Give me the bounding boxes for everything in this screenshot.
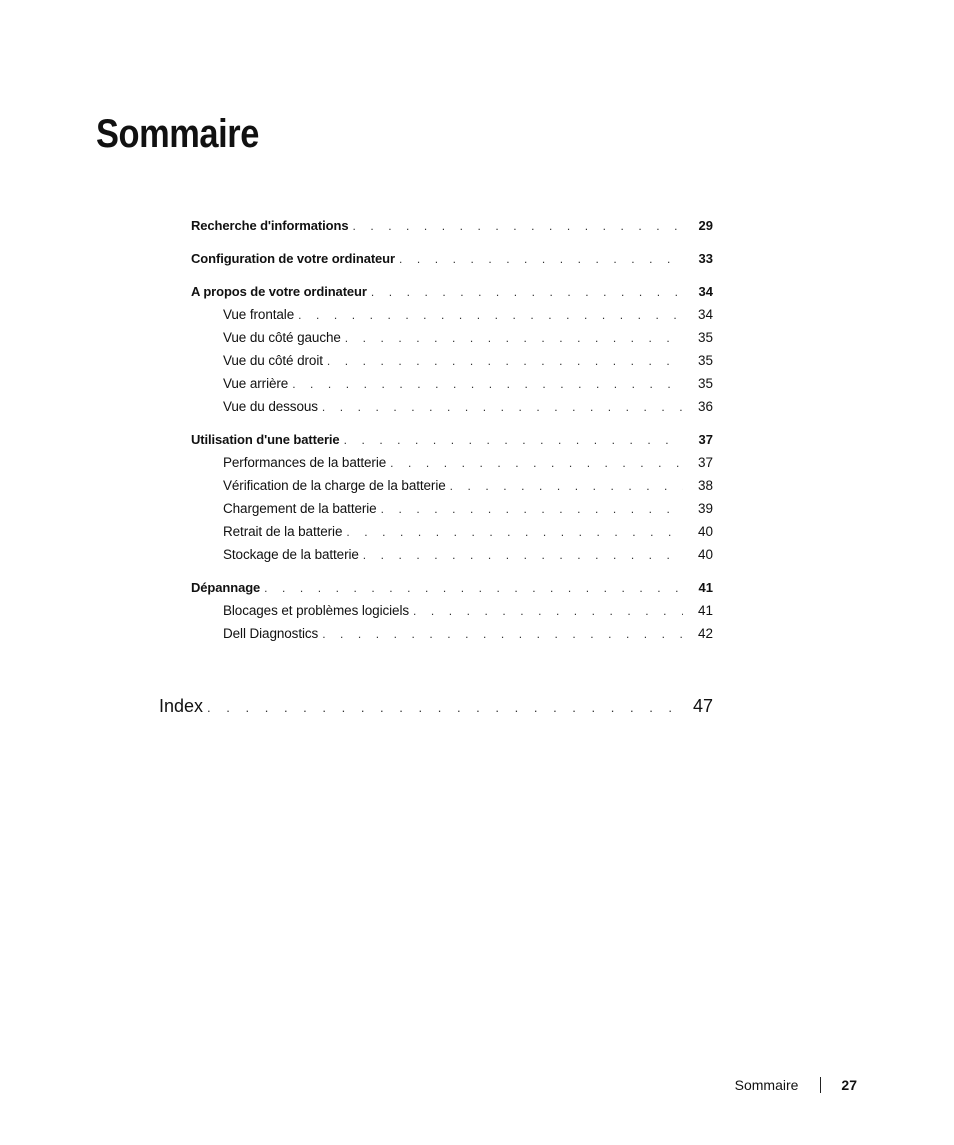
toc-entry-page-number: 36: [697, 399, 713, 414]
toc-entry-page-number: 40: [697, 524, 713, 539]
toc-section-entry[interactable]: [191, 547, 713, 570]
toc-entry-page-number: 41: [698, 580, 713, 595]
dot-leader: [399, 252, 683, 266]
dot-leader: [450, 479, 683, 493]
dot-leader: [264, 581, 683, 595]
toc-chapter-entry[interactable]: [191, 251, 713, 274]
dot-leader: [327, 354, 683, 368]
toc-entry-page-number: 38: [697, 478, 713, 493]
dot-leader: [344, 433, 683, 447]
dot-leader: [207, 700, 679, 715]
toc-chapter-entry[interactable]: [191, 218, 713, 241]
toc-entry-label: Vue frontale: [223, 307, 295, 322]
dot-leader: [298, 308, 683, 322]
table-of-contents: [191, 218, 713, 649]
footer-section-name: Sommaire: [734, 1077, 799, 1093]
toc-entry-label: Utilisation d'une batterie: [191, 432, 340, 447]
dot-leader: [322, 400, 683, 414]
toc-entry-page-number: 34: [698, 284, 713, 299]
toc-entry-label: Configuration de votre ordinateur: [191, 251, 395, 266]
toc-entry-label: Vue du côté gauche: [223, 330, 341, 345]
toc-section-entry[interactable]: [191, 603, 713, 626]
toc-entry-label: Vue du côté droit: [223, 353, 323, 368]
toc-entry-label: Dell Diagnostics: [223, 626, 319, 641]
toc-section-entry[interactable]: [191, 478, 713, 501]
toc-entry-label: Stockage de la batterie: [223, 547, 359, 562]
toc-entry-page-number: 33: [698, 251, 713, 266]
toc-entry-page-number: 41: [697, 603, 713, 618]
toc-section-entry[interactable]: [191, 501, 713, 524]
dot-leader: [413, 604, 683, 618]
index-page-number: 47: [692, 696, 713, 716]
toc-entry-label: Recherche d'informations: [191, 218, 349, 233]
page-footer: [735, 1077, 857, 1093]
toc-entry-page-number: 35: [697, 330, 713, 345]
toc-section-entry[interactable]: [191, 455, 713, 478]
dot-leader: [345, 331, 683, 345]
toc-entry-label: A propos de votre ordinateur: [191, 284, 367, 299]
toc-entry-label: Chargement de la batterie: [223, 501, 377, 516]
dot-leader: [292, 377, 683, 391]
footer-divider: [820, 1077, 821, 1093]
toc-entry-page-number: 34: [697, 307, 713, 322]
toc-entry-page-number: 37: [697, 455, 713, 470]
dot-leader: [352, 219, 683, 233]
toc-section-entry[interactable]: [191, 524, 713, 547]
toc-entry-page-number: 37: [698, 432, 713, 447]
toc-section-entry[interactable]: [191, 307, 713, 330]
toc-entry-label: Performances de la batterie: [223, 455, 387, 470]
toc-chapter-entry[interactable]: [191, 284, 713, 307]
toc-entry-page-number: 42: [697, 626, 713, 641]
toc-entry-page-number: 29: [698, 218, 713, 233]
toc-chapter-entry[interactable]: [191, 580, 713, 603]
toc-entry-label: Vue du dessous: [223, 399, 318, 414]
toc-entry-label: Vérification de la charge de la batterie: [223, 478, 446, 493]
dot-leader: [390, 456, 683, 470]
toc-index-entry[interactable]: [159, 696, 713, 717]
dot-leader: [371, 285, 683, 299]
dot-leader: [363, 548, 683, 562]
toc-entry-page-number: 35: [697, 353, 713, 368]
index-label: Index: [159, 696, 204, 716]
toc-section-entry[interactable]: [191, 353, 713, 376]
toc-entry-label: Blocages et problèmes logiciels: [223, 603, 409, 618]
toc-entry-label: Vue arrière: [223, 376, 289, 391]
toc-section-entry[interactable]: [191, 399, 713, 422]
toc-chapter-entry[interactable]: [191, 432, 713, 455]
footer-page-number: 27: [841, 1077, 857, 1093]
dot-leader: [322, 627, 683, 641]
dot-leader: [381, 502, 683, 516]
toc-entry-label: Retrait de la batterie: [223, 524, 343, 539]
toc-entry-page-number: 40: [697, 547, 713, 562]
dot-leader: [346, 525, 683, 539]
toc-entry-page-number: 35: [697, 376, 713, 391]
toc-section-entry[interactable]: [191, 626, 713, 649]
toc-section-entry[interactable]: [191, 330, 713, 353]
toc-section-entry[interactable]: [191, 376, 713, 399]
page-title: Sommaire: [96, 112, 259, 156]
toc-entry-page-number: 39: [697, 501, 713, 516]
toc-entry-label: Dépannage: [191, 580, 261, 595]
